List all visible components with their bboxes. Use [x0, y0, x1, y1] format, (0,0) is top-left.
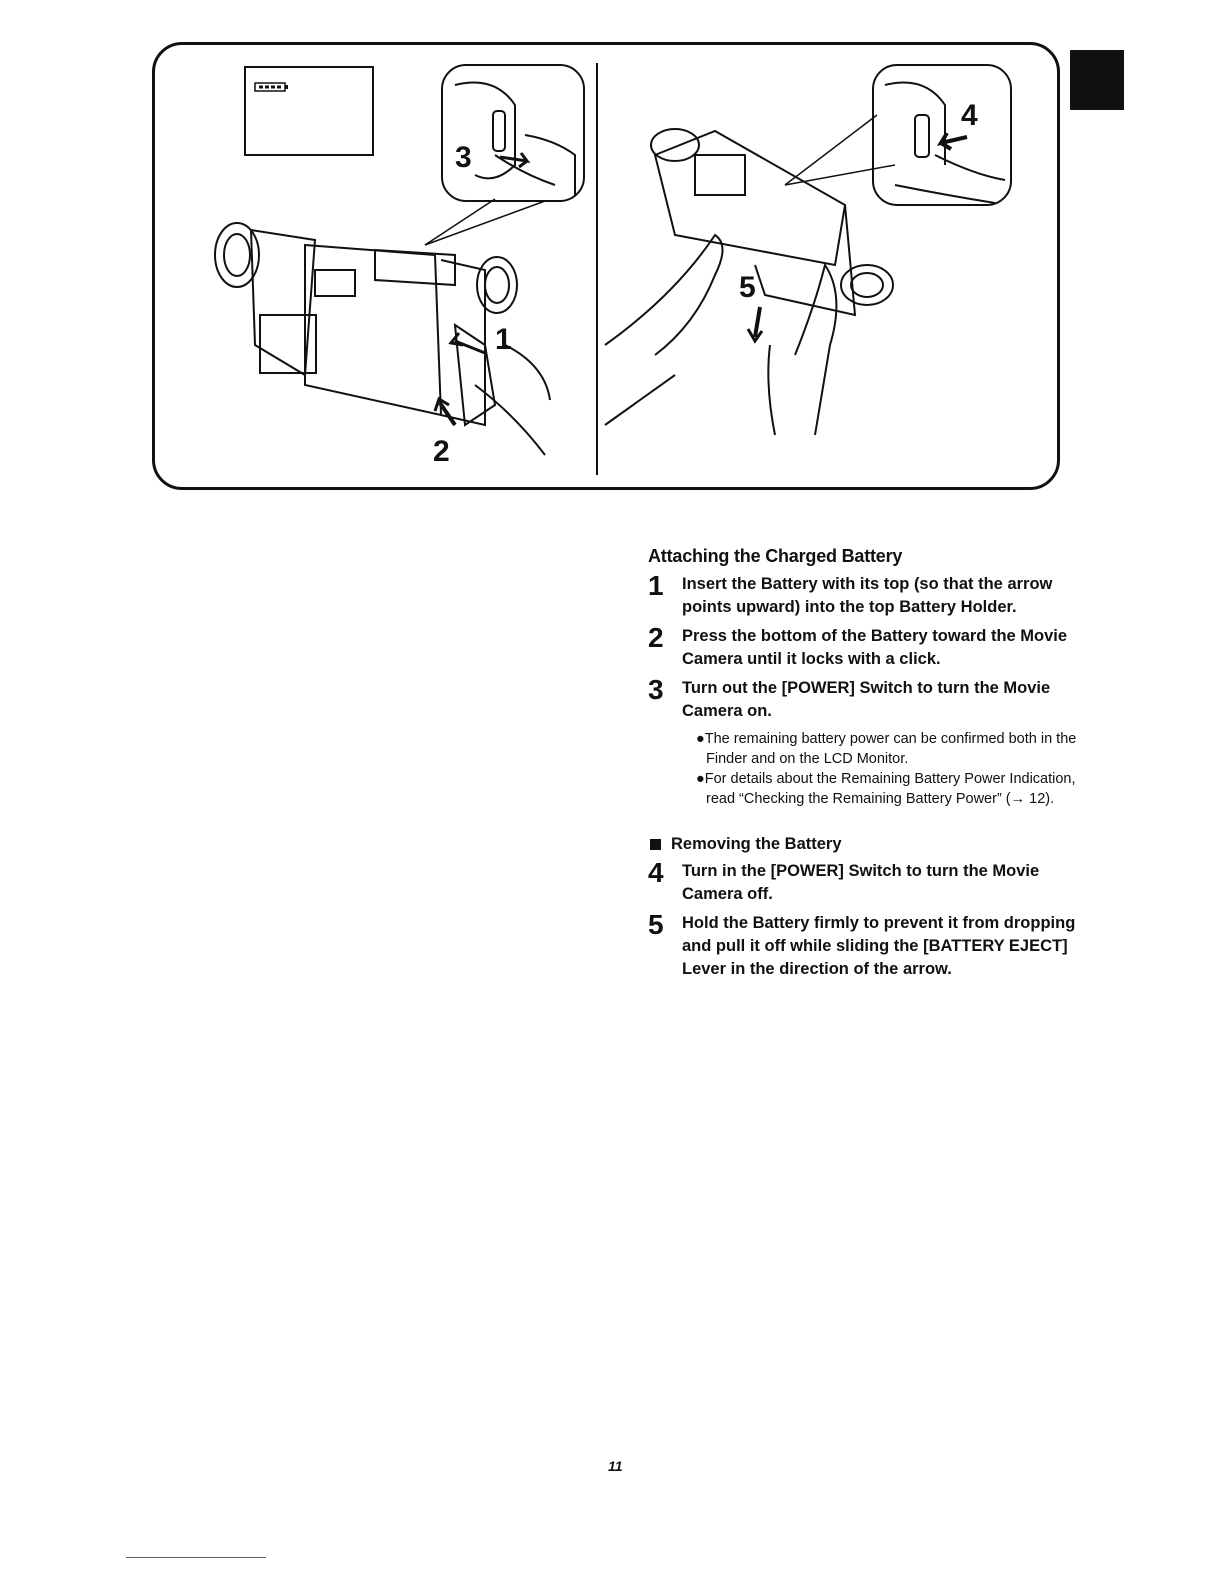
step-5: [648, 909, 1078, 981]
arrow-1-icon: [451, 333, 485, 353]
square-bullet-icon: [650, 839, 661, 850]
detail-inset-right: [873, 65, 1011, 205]
camera-illustration: [155, 45, 1060, 490]
step-3: [648, 674, 1078, 723]
step-text: Insert the Battery with its top (so that the arrow points upward) into the top Battery Holder.: [682, 575, 1053, 616]
note-item: ●For details about the Remaining Battery Power Indication, read “Checking the Remaining Battery Power” (→ 12).: [696, 771, 1076, 807]
callout-4: 4: [961, 99, 978, 132]
removing-title: Removing the Battery: [671, 835, 842, 853]
step-number: 3: [648, 674, 664, 705]
step-text: Turn out the [POWER] Switch to turn the Movie Camera on.: [682, 679, 1051, 720]
callout-3: 3: [455, 141, 472, 174]
bottom-rule: [126, 1557, 266, 1558]
illustration-frame: [152, 42, 1060, 490]
section-tab-marker: [1070, 50, 1124, 110]
step-number: 2: [648, 622, 664, 653]
lcd-display-box: [245, 67, 373, 155]
notes-list: [696, 729, 1078, 809]
detail-inset-left: [442, 65, 584, 201]
page-number: 11: [608, 1458, 623, 1474]
note-item: ●The remaining battery power can be confirmed both in the Finder and on the LCD Monitor.: [696, 731, 1077, 767]
step-text: Hold the Battery firmly to prevent it from dropping and pull it off while sliding the [BATTERY EJECT] Lever in the direction of the arrow.: [682, 914, 1076, 978]
instructions: [648, 546, 1078, 987]
step-number: 5: [648, 909, 664, 940]
arrow-2-icon: [435, 399, 455, 425]
callout-2: 2: [433, 435, 450, 468]
callout-5: 5: [739, 271, 756, 304]
step-text: Turn in the [POWER] Switch to turn the Movie Camera off.: [682, 862, 1040, 903]
step-text: Press the bottom of the Battery toward the Movie Camera until it locks with a click.: [682, 627, 1068, 668]
step-number: 4: [648, 857, 664, 888]
removing-heading: [648, 835, 1078, 854]
arrow-5-icon: [748, 307, 762, 341]
section-title: Attaching the Charged Battery: [648, 546, 903, 566]
step-4: [648, 857, 1078, 906]
step-1: [648, 570, 1078, 619]
callout-1: 1: [495, 323, 512, 356]
step-2: [648, 622, 1078, 671]
step-number: 1: [648, 570, 664, 601]
